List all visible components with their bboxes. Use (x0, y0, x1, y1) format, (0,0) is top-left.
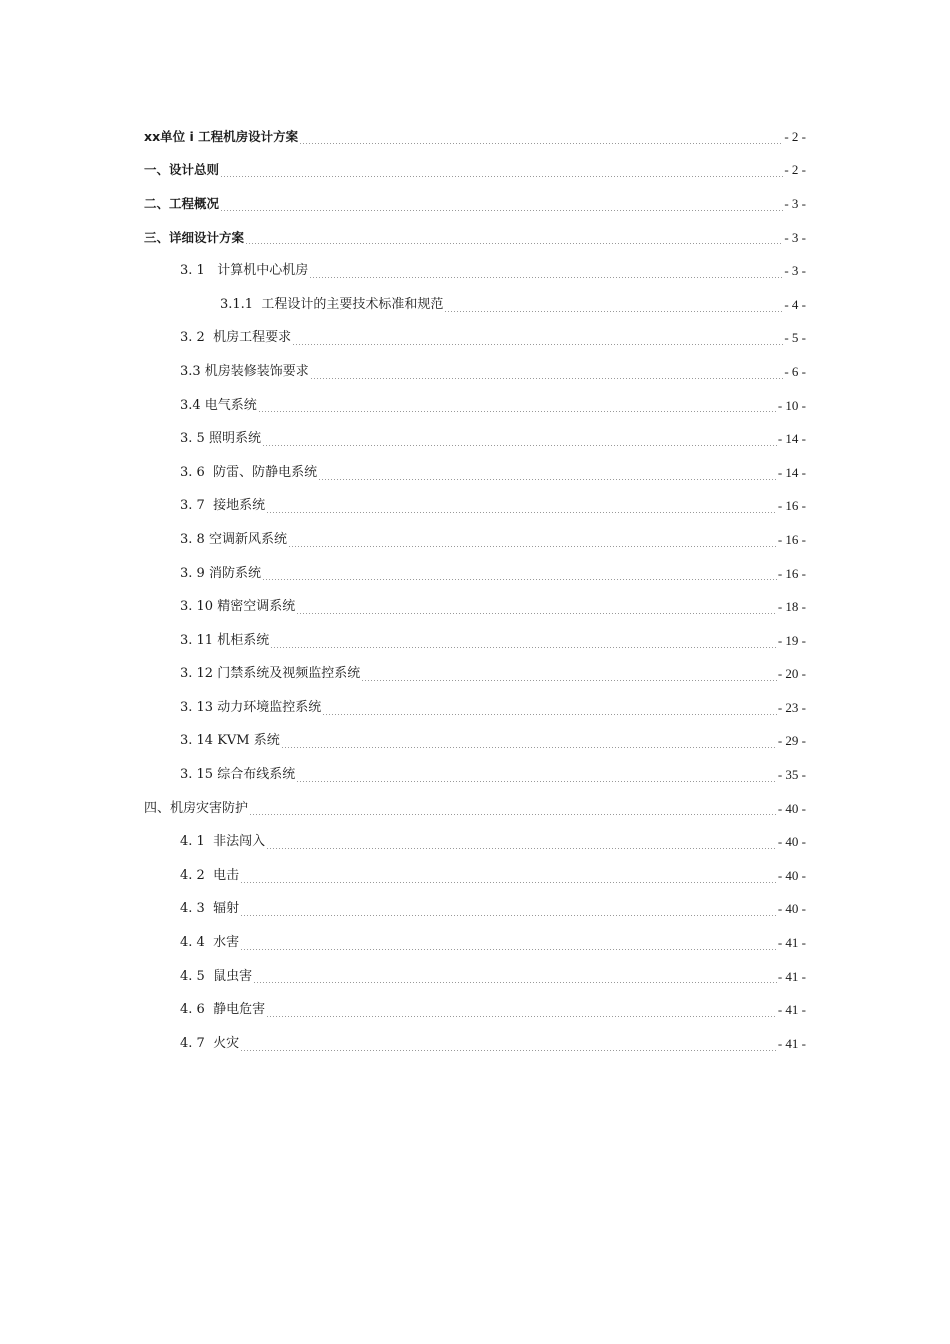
toc-entry-title: 3. 11 机柜系统 (180, 632, 270, 648)
toc-entry-title: 一、设计总则 (144, 162, 220, 178)
toc-dot-leader (322, 714, 777, 715)
toc-entry-page-number: - 41 - (777, 1002, 806, 1018)
toc-dot-leader (309, 277, 783, 278)
toc-dot-leader (262, 579, 777, 580)
toc-entry[interactable] (0, 221, 950, 255)
toc-entry-page-number: - 40 - (777, 867, 806, 883)
toc-entry-page-number: - 16 - (777, 531, 806, 547)
toc-entry-page-number: - 4 - (784, 296, 806, 312)
toc-entry-page-number: - 2 - (784, 162, 806, 178)
toc-entry-page-number: - 3 - (784, 263, 806, 279)
toc-dot-leader (296, 613, 777, 614)
toc-entry-title: 3.1.1 工程设计的主要技术标准和规范 (220, 296, 444, 312)
toc-entry-title: 3. 14 KVM 系统 (180, 733, 280, 749)
toc-dot-leader (240, 1050, 777, 1051)
toc-dot-leader (253, 982, 777, 983)
toc-entry[interactable] (0, 825, 950, 859)
toc-dot-leader (258, 411, 777, 412)
toc-entry-page-number: - 2 - (784, 128, 806, 144)
toc-entry-title: 3. 9 消防系统 (180, 565, 261, 581)
toc-entry[interactable] (0, 254, 950, 288)
toc-entry-title: 3. 2 机房工程要求 (180, 330, 292, 346)
toc-entry[interactable] (0, 624, 950, 658)
toc-entry-page-number: - 16 - (777, 498, 806, 514)
toc-entry[interactable] (0, 456, 950, 490)
toc-entry-title: 3. 7 接地系统 (180, 498, 266, 514)
toc-entry-page-number: - 3 - (784, 195, 806, 211)
toc-entry-page-number: - 16 - (777, 565, 806, 581)
toc-entry[interactable] (0, 120, 950, 154)
toc-entry-title: 4. 7 火灾 (180, 1035, 240, 1051)
toc-entry-title: 3.3 机房装修装饰要求 (180, 363, 309, 379)
toc-entry[interactable] (0, 1027, 950, 1061)
toc-entry-page-number: - 40 - (777, 800, 806, 816)
toc-entry[interactable] (0, 288, 950, 322)
toc-entry-title: 4. 4 水害 (180, 935, 240, 951)
toc-dot-leader (270, 647, 777, 648)
toc-dot-leader (292, 344, 783, 345)
toc-entry-title: 四、机房灾害防护 (144, 800, 249, 816)
toc-entry-page-number: - 29 - (777, 733, 806, 749)
toc-dot-leader (240, 949, 777, 950)
toc-dot-leader (310, 378, 784, 379)
toc-dot-leader (266, 512, 777, 513)
toc-dot-leader (361, 680, 777, 681)
toc-entry[interactable] (0, 490, 950, 524)
toc-dot-leader (296, 781, 777, 782)
toc-entry-title: 3. 6 防雷、防静电系统 (180, 464, 318, 480)
toc-entry[interactable] (0, 422, 950, 456)
toc-entry-page-number: - 5 - (784, 330, 806, 346)
toc-entry[interactable] (0, 658, 950, 692)
toc-entry[interactable] (0, 322, 950, 356)
toc-entry[interactable] (0, 792, 950, 826)
toc-entry[interactable] (0, 523, 950, 557)
toc-dot-leader (240, 882, 777, 883)
toc-entry-page-number: - 10 - (777, 397, 806, 413)
toc-entry-page-number: - 35 - (777, 767, 806, 783)
toc-dot-leader (220, 210, 783, 211)
toc-entry[interactable] (0, 926, 950, 960)
toc-entry[interactable] (0, 893, 950, 927)
toc-entry-title: 3. 12 门禁系统及视频监控系统 (180, 666, 361, 682)
toc-entry[interactable] (0, 960, 950, 994)
toc-entry[interactable] (0, 993, 950, 1027)
toc-entry-title: 4. 2 电击 (180, 867, 240, 883)
toc-entry-page-number: - 40 - (777, 901, 806, 917)
toc-dot-leader (444, 311, 783, 312)
toc-entry-page-number: - 41 - (777, 935, 806, 951)
toc-entry[interactable] (0, 725, 950, 759)
toc-dot-leader (249, 814, 777, 815)
toc-entry[interactable] (0, 154, 950, 188)
toc-entry-title: 3. 1 计算机中心机房 (180, 263, 309, 279)
toc-entry-title: 4. 6 静电危害 (180, 1002, 266, 1018)
toc-entry[interactable] (0, 758, 950, 792)
toc-entry-page-number: - 14 - (777, 464, 806, 480)
toc-dot-leader (266, 848, 777, 849)
toc-entry-page-number: - 18 - (777, 599, 806, 615)
toc-entry[interactable] (0, 389, 950, 423)
toc-entry[interactable] (0, 691, 950, 725)
toc-entry-title: 4. 1 非法闯入 (180, 834, 266, 850)
toc-dot-leader (299, 143, 783, 144)
toc-entry-title: 二、工程概况 (144, 195, 220, 211)
toc-entry-title: 3. 5 照明系统 (180, 431, 261, 447)
toc-entry[interactable] (0, 355, 950, 389)
toc-entry-title: 三、详细设计方案 (144, 229, 245, 245)
toc-entry-page-number: - 41 - (777, 968, 806, 984)
toc-entry-title: xx单位 i 工程机房设计方案 (144, 128, 299, 144)
toc-entry-page-number: - 14 - (777, 431, 806, 447)
toc-entry-page-number: - 20 - (777, 666, 806, 682)
toc-entry-page-number: - 3 - (784, 229, 806, 245)
toc-entry-page-number: - 40 - (777, 834, 806, 850)
toc-entry-title: 3. 10 精密空调系统 (180, 599, 296, 615)
toc-entry-page-number: - 19 - (777, 632, 806, 648)
toc-dot-leader (318, 479, 777, 480)
toc-entry-page-number: - 6 - (784, 363, 806, 379)
toc-entry-title: 3. 13 动力环境监控系统 (180, 699, 322, 715)
toc-dot-leader (266, 1016, 777, 1017)
toc-dot-leader (245, 243, 783, 244)
toc-entry-page-number: - 23 - (777, 699, 806, 715)
table-of-contents (0, 120, 950, 1061)
toc-entry[interactable] (0, 590, 950, 624)
toc-entry-title: 3. 8 空调新风系统 (180, 531, 287, 547)
toc-entry-title: 4. 5 鼠虫害 (180, 968, 253, 984)
toc-dot-leader (281, 747, 777, 748)
toc-entry[interactable] (0, 557, 950, 591)
toc-dot-leader (288, 546, 777, 547)
toc-entry-title: 3. 15 综合布线系统 (180, 767, 296, 783)
toc-dot-leader (240, 915, 777, 916)
toc-entry-title: 3.4 电气系统 (180, 397, 257, 413)
toc-dot-leader (262, 445, 777, 446)
toc-entry[interactable] (0, 187, 950, 221)
toc-dot-leader (220, 176, 783, 177)
toc-entry-page-number: - 41 - (777, 1035, 806, 1051)
toc-entry[interactable] (0, 859, 950, 893)
toc-entry-title: 4. 3 辐射 (180, 901, 240, 917)
